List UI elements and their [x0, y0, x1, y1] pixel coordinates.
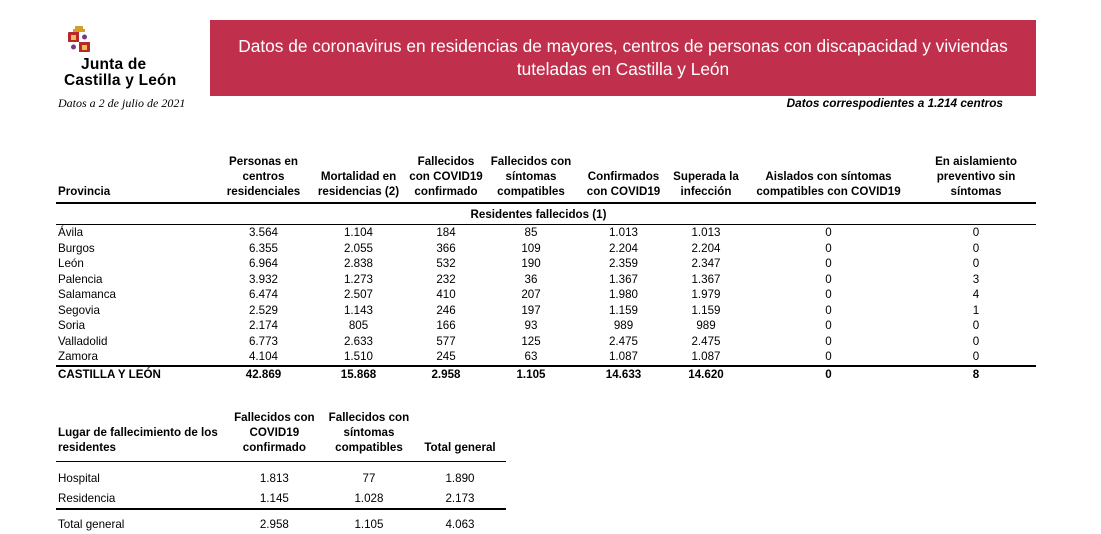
table-cell: 245 — [436, 350, 456, 363]
table-cell: 2.958 — [225, 509, 324, 534]
table-cell: 6.474 — [248, 288, 278, 301]
table-cell: 1.159 — [691, 303, 721, 317]
table-cell: 207 — [521, 288, 541, 301]
table-cell: 0 — [825, 226, 832, 239]
table-cell: 77 — [362, 471, 376, 485]
table-cell: 2.958 — [406, 366, 486, 383]
table-cell: 0 — [825, 334, 832, 348]
table-row — [56, 287, 1036, 303]
column-header: Fallecidos con síntomas compatibles — [486, 154, 576, 203]
table-cell: 1.143 — [343, 303, 373, 317]
table-cell: 1.013 — [608, 226, 638, 239]
table-cell: 125 — [521, 334, 541, 348]
table-cell: 805 — [348, 319, 369, 332]
table-cell: 42.869 — [216, 366, 311, 383]
table-cell: 15.868 — [311, 366, 406, 383]
table-row — [56, 488, 506, 509]
column-header: Aislados con síntomas compatibles con COVID19 — [741, 154, 916, 203]
column-header: Fallecidos con COVID19 confirmado — [225, 410, 324, 462]
table-row — [56, 462, 506, 489]
row-label: Total general — [56, 509, 225, 534]
subheader-row — [56, 203, 1036, 225]
table-cell: 2.529 — [248, 303, 278, 317]
table-cell: 1.367 — [691, 272, 721, 286]
table-cell: 0 — [972, 226, 980, 239]
table-cell: 6.773 — [248, 334, 278, 348]
row-label: Salamanca — [58, 288, 117, 301]
column-header: Personas en centros residenciales — [216, 154, 311, 203]
data-date: Datos a 2 de julio de 2021 — [58, 96, 186, 110]
subheader-label: Residentes fallecidos (1) — [406, 203, 671, 225]
table-cell: 14.633 — [576, 366, 671, 383]
total-row — [56, 509, 506, 534]
table-cell: 2.475 — [608, 334, 638, 348]
table-cell: 1.890 — [445, 471, 475, 485]
table-cell: 1.159 — [608, 303, 638, 317]
column-header: Lugar de fallecimiento de los residentes — [56, 410, 225, 462]
table-cell: 0 — [972, 241, 980, 255]
column-header: Superada la infección — [671, 154, 741, 203]
table-cell: 2.347 — [691, 257, 721, 270]
table-cell: 2.475 — [691, 334, 721, 348]
table-cell: 3.932 — [248, 272, 278, 286]
column-header: Confirmados con COVID19 — [576, 154, 671, 203]
table-cell: 166 — [436, 319, 456, 332]
table-cell: 410 — [436, 288, 456, 301]
table-cell: 1.105 — [324, 509, 414, 534]
table-cell: 2.507 — [343, 288, 373, 301]
table-cell: 197 — [521, 303, 541, 317]
table-cell: 1 — [972, 303, 980, 317]
table-cell: 1.028 — [354, 491, 384, 505]
table-cell: 0 — [825, 319, 832, 332]
table-cell: 14.620 — [671, 366, 741, 383]
table-cell: 532 — [436, 257, 456, 270]
row-label: Ávila — [58, 226, 84, 239]
row-label: CASTILLA Y LEÓN — [56, 366, 216, 383]
table-cell: 1.104 — [343, 226, 373, 239]
table-cell: 36 — [524, 272, 538, 286]
table-cell: 93 — [524, 319, 538, 332]
table-cell: 0 — [825, 350, 832, 363]
column-header: En aislamiento preventivo sin síntomas — [916, 154, 1036, 203]
column-header: Total general — [414, 410, 506, 462]
table-cell: 2.173 — [445, 491, 475, 505]
table-header-row — [56, 154, 1036, 203]
centros-count: Datos correspodientes a 1.214 centros — [786, 96, 1003, 110]
row-label: Soria — [58, 319, 86, 332]
table-cell: 0 — [825, 288, 832, 301]
row-label: Hospital — [58, 471, 100, 485]
table-cell: 1.145 — [259, 491, 289, 505]
table-cell: 0 — [972, 319, 980, 332]
table-cell: 109 — [521, 241, 541, 255]
column-header: Provincia — [56, 154, 216, 203]
row-label: Segovia — [58, 303, 100, 317]
table-cell: 4.104 — [248, 350, 278, 363]
table-cell: 2.838 — [343, 257, 373, 270]
row-label: Valladolid — [58, 334, 108, 348]
table-cell: 0 — [741, 366, 916, 383]
table-cell: 1.273 — [343, 272, 373, 286]
table-cell: 2.204 — [691, 241, 721, 255]
table-cell: 0 — [825, 272, 832, 286]
table-cell: 0 — [825, 303, 832, 317]
table-cell: 2.204 — [608, 241, 638, 255]
table-cell: 63 — [524, 350, 538, 363]
table-cell: 85 — [524, 226, 538, 239]
residencias-table — [56, 154, 1036, 382]
table-row — [56, 303, 1036, 319]
row-label: Residencia — [58, 491, 116, 505]
table-cell: 1.087 — [608, 350, 638, 363]
row-label: Burgos — [58, 241, 95, 255]
table-cell: 6.355 — [248, 241, 278, 255]
table-cell: 1.510 — [343, 350, 373, 363]
table-cell: 1.980 — [608, 288, 638, 301]
table-cell: 0 — [825, 257, 832, 270]
table-cell: 0 — [972, 257, 980, 270]
table-cell: 577 — [436, 334, 456, 348]
table-cell: 8 — [916, 366, 1036, 383]
table-row — [56, 349, 1036, 366]
table-cell: 232 — [436, 272, 456, 286]
table-row — [56, 241, 1036, 257]
table-cell: 1.013 — [691, 226, 721, 239]
table-cell: 2.174 — [248, 319, 278, 332]
table-header-row — [56, 410, 506, 462]
table-cell: 3 — [972, 272, 980, 286]
coat-of-arms-icon — [65, 26, 93, 56]
table-row — [56, 272, 1036, 288]
table-cell: 989 — [696, 319, 716, 332]
table-cell: 4.063 — [414, 509, 506, 534]
table-cell: 989 — [613, 319, 634, 332]
row-label: León — [58, 257, 84, 270]
lugar-fallecimiento-table — [56, 410, 506, 534]
row-label: Zamora — [58, 350, 98, 363]
table-cell: 184 — [436, 226, 456, 239]
table-row — [56, 256, 1036, 272]
table-cell: 2.633 — [343, 334, 373, 348]
table-cell: 3.564 — [248, 226, 278, 239]
table-cell: 0 — [825, 241, 832, 255]
table-cell: 1.367 — [608, 272, 638, 286]
column-header: Fallecidos con síntomas compatibles — [324, 410, 414, 462]
table-cell: 0 — [972, 350, 980, 363]
table-cell: 4 — [972, 288, 980, 301]
table-cell: 2.359 — [608, 257, 638, 270]
table-cell: 190 — [521, 257, 541, 270]
table-cell: 366 — [436, 241, 456, 255]
logo-text-line2: Castilla y León — [64, 72, 177, 89]
logo-text-line1: Junta de — [81, 56, 147, 73]
title-banner — [210, 20, 1036, 96]
column-header: Mortalidad en residencias (2) — [311, 154, 406, 203]
column-header: Fallecidos con COVID19 confirmado — [406, 154, 486, 203]
table-row — [56, 334, 1036, 350]
table-cell: 2.055 — [343, 241, 373, 255]
table-cell: 1.813 — [259, 471, 289, 485]
table-cell: 1.105 — [486, 366, 576, 383]
page-title: Datos de coronavirus en residencias de mayores, centros de personas con discapacidad y viviendas tuteladas en Castilla y León — [238, 36, 1008, 79]
table-row — [56, 225, 1036, 241]
table-row — [56, 318, 1036, 334]
logo-text — [64, 57, 176, 89]
table-cell: 1.979 — [691, 288, 721, 301]
row-label: Palencia — [58, 272, 103, 286]
total-row — [56, 366, 1036, 383]
table-cell: 6.964 — [248, 257, 278, 270]
table-cell: 0 — [972, 334, 980, 348]
table-cell: 1.087 — [691, 350, 721, 363]
table-cell: 246 — [436, 303, 456, 317]
